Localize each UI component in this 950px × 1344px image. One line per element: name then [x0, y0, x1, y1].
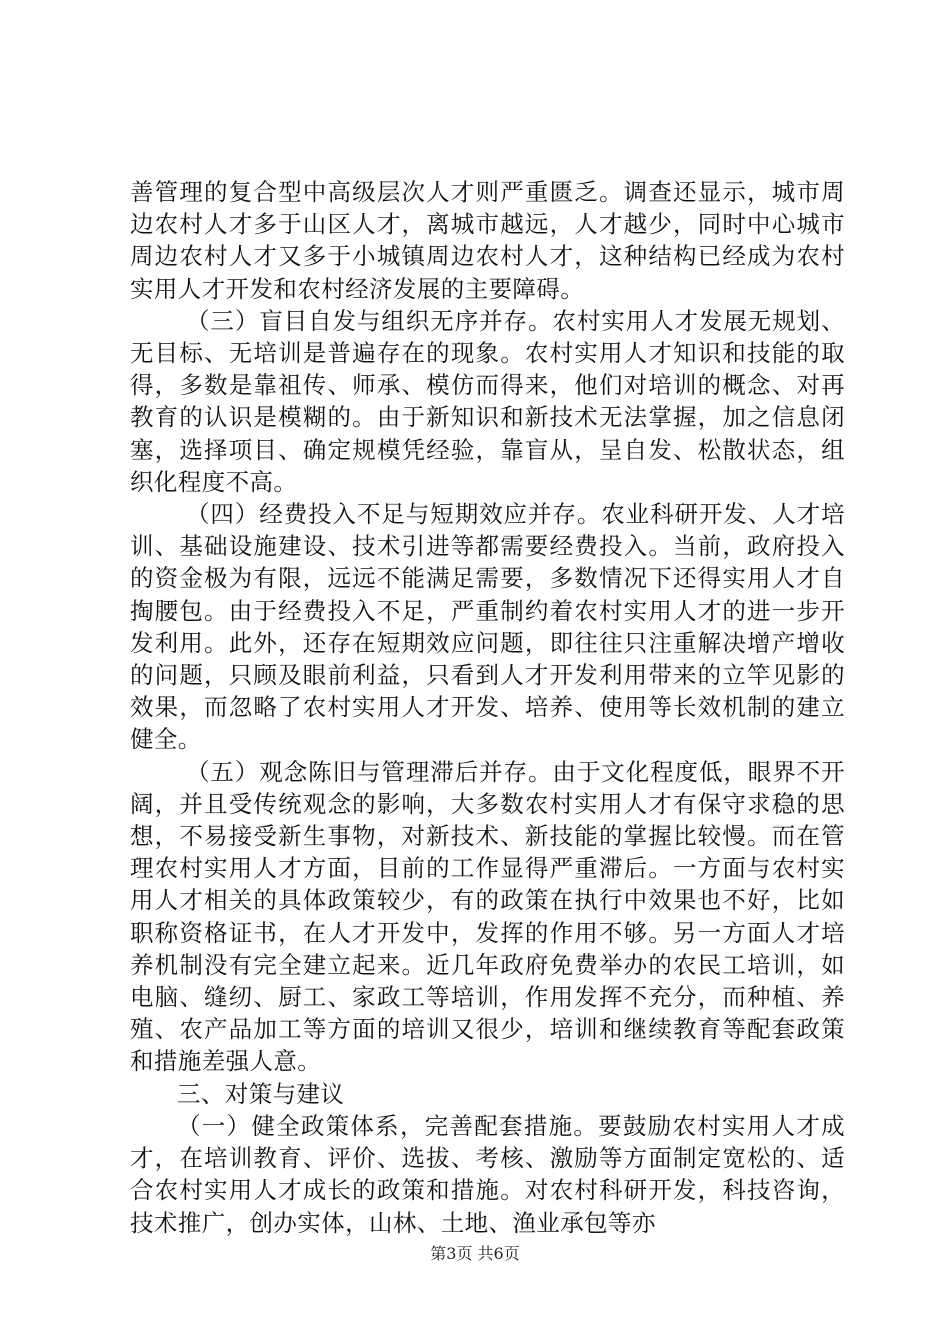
document-body — [130, 176, 845, 1239]
page-footer — [0, 1244, 950, 1264]
paragraph-section-four: （四）经费投入不足与短期效应并存。农业科研开发、人才培训、基础设施建设、技术引进等都需要经费投入。当前，政府投入的资金极为有限，远远不能满足需要，多数情况下还得实用人才自掏腰包。由于经费投入不足，严重制约着农村实用人才的进一步开发利用。此外，还存在短期效应问题，即往往只注重解决增产增收的问题，只顾及眼前利益，只看到人才开发利用带来的立竿见影的效果，而忽略了农村实用人才开发、培养、使用等长效机制的建立健全。 — [130, 500, 845, 754]
paragraph-section-five: （五）观念陈旧与管理滞后并存。由于文化程度低，眼界不开阔，并且受传统观念的影响，大多数农村实用人才有保守求稳的思想，不易接受新生事物，对新技术、新技能的掌握比较慢。而在管理农村实用人才方面，目前的工作显得严重滞后。一方面与农村实用人才相关的具体政策较少，有的政策在执行中效果也不好，比如职称资格证书，在人才开发中，发挥的作用不够。另一方面人才培养机制没有完全建立起来。近几年政府免费举办的农民工培训，如电脑、缝纫、厨工、家政工等培训，作用发挥不充分，而种植、养殖、农产品加工等方面的培训又很少，培训和继续教育等配套政策和措施差强人意。 — [130, 757, 845, 1076]
section-heading-countermeasures: 三、对策与建议 — [177, 1079, 345, 1108]
paragraph-policy-system: （一）健全政策体系，完善配套措施。要鼓励农村实用人才成才，在培训教育、评价、选拔、考核、激励等方面制定宽松的、适合农村实用人才成长的政策和措施。对农村科研开发，科技咨询，技术推广，创办实体，山林、土地、渔业承包等亦 — [130, 1111, 845, 1237]
paragraph-section-three: （三）盲目自发与组织无序并存。农村实用人才发展无规划、无目标、无培训是普遍存在的现象。农村实用人才知识和技能的取得，多数是靠祖传、师承、模仿而得来，他们对培训的概念、对再教育的认识是模糊的。由于新知识和新技术无法掌握，加之信息闭塞，选择项目、确定规模凭经验，靠盲从，呈自发、松散状态，组织化程度不高。 — [130, 306, 845, 496]
paragraph-talent-structure: 善管理的复合型中高级层次人才则严重匮乏。调查还显示，城市周边农村人才多于山区人才，离城市越远，人才越少，同时中心城市周边农村人才又多于小城镇周边农村人才，这种结构已经成为农村实用人才开发和农村经济发展的主要障碍。 — [130, 178, 845, 303]
page-number-label: 第3页 共6页 — [430, 1244, 520, 1263]
